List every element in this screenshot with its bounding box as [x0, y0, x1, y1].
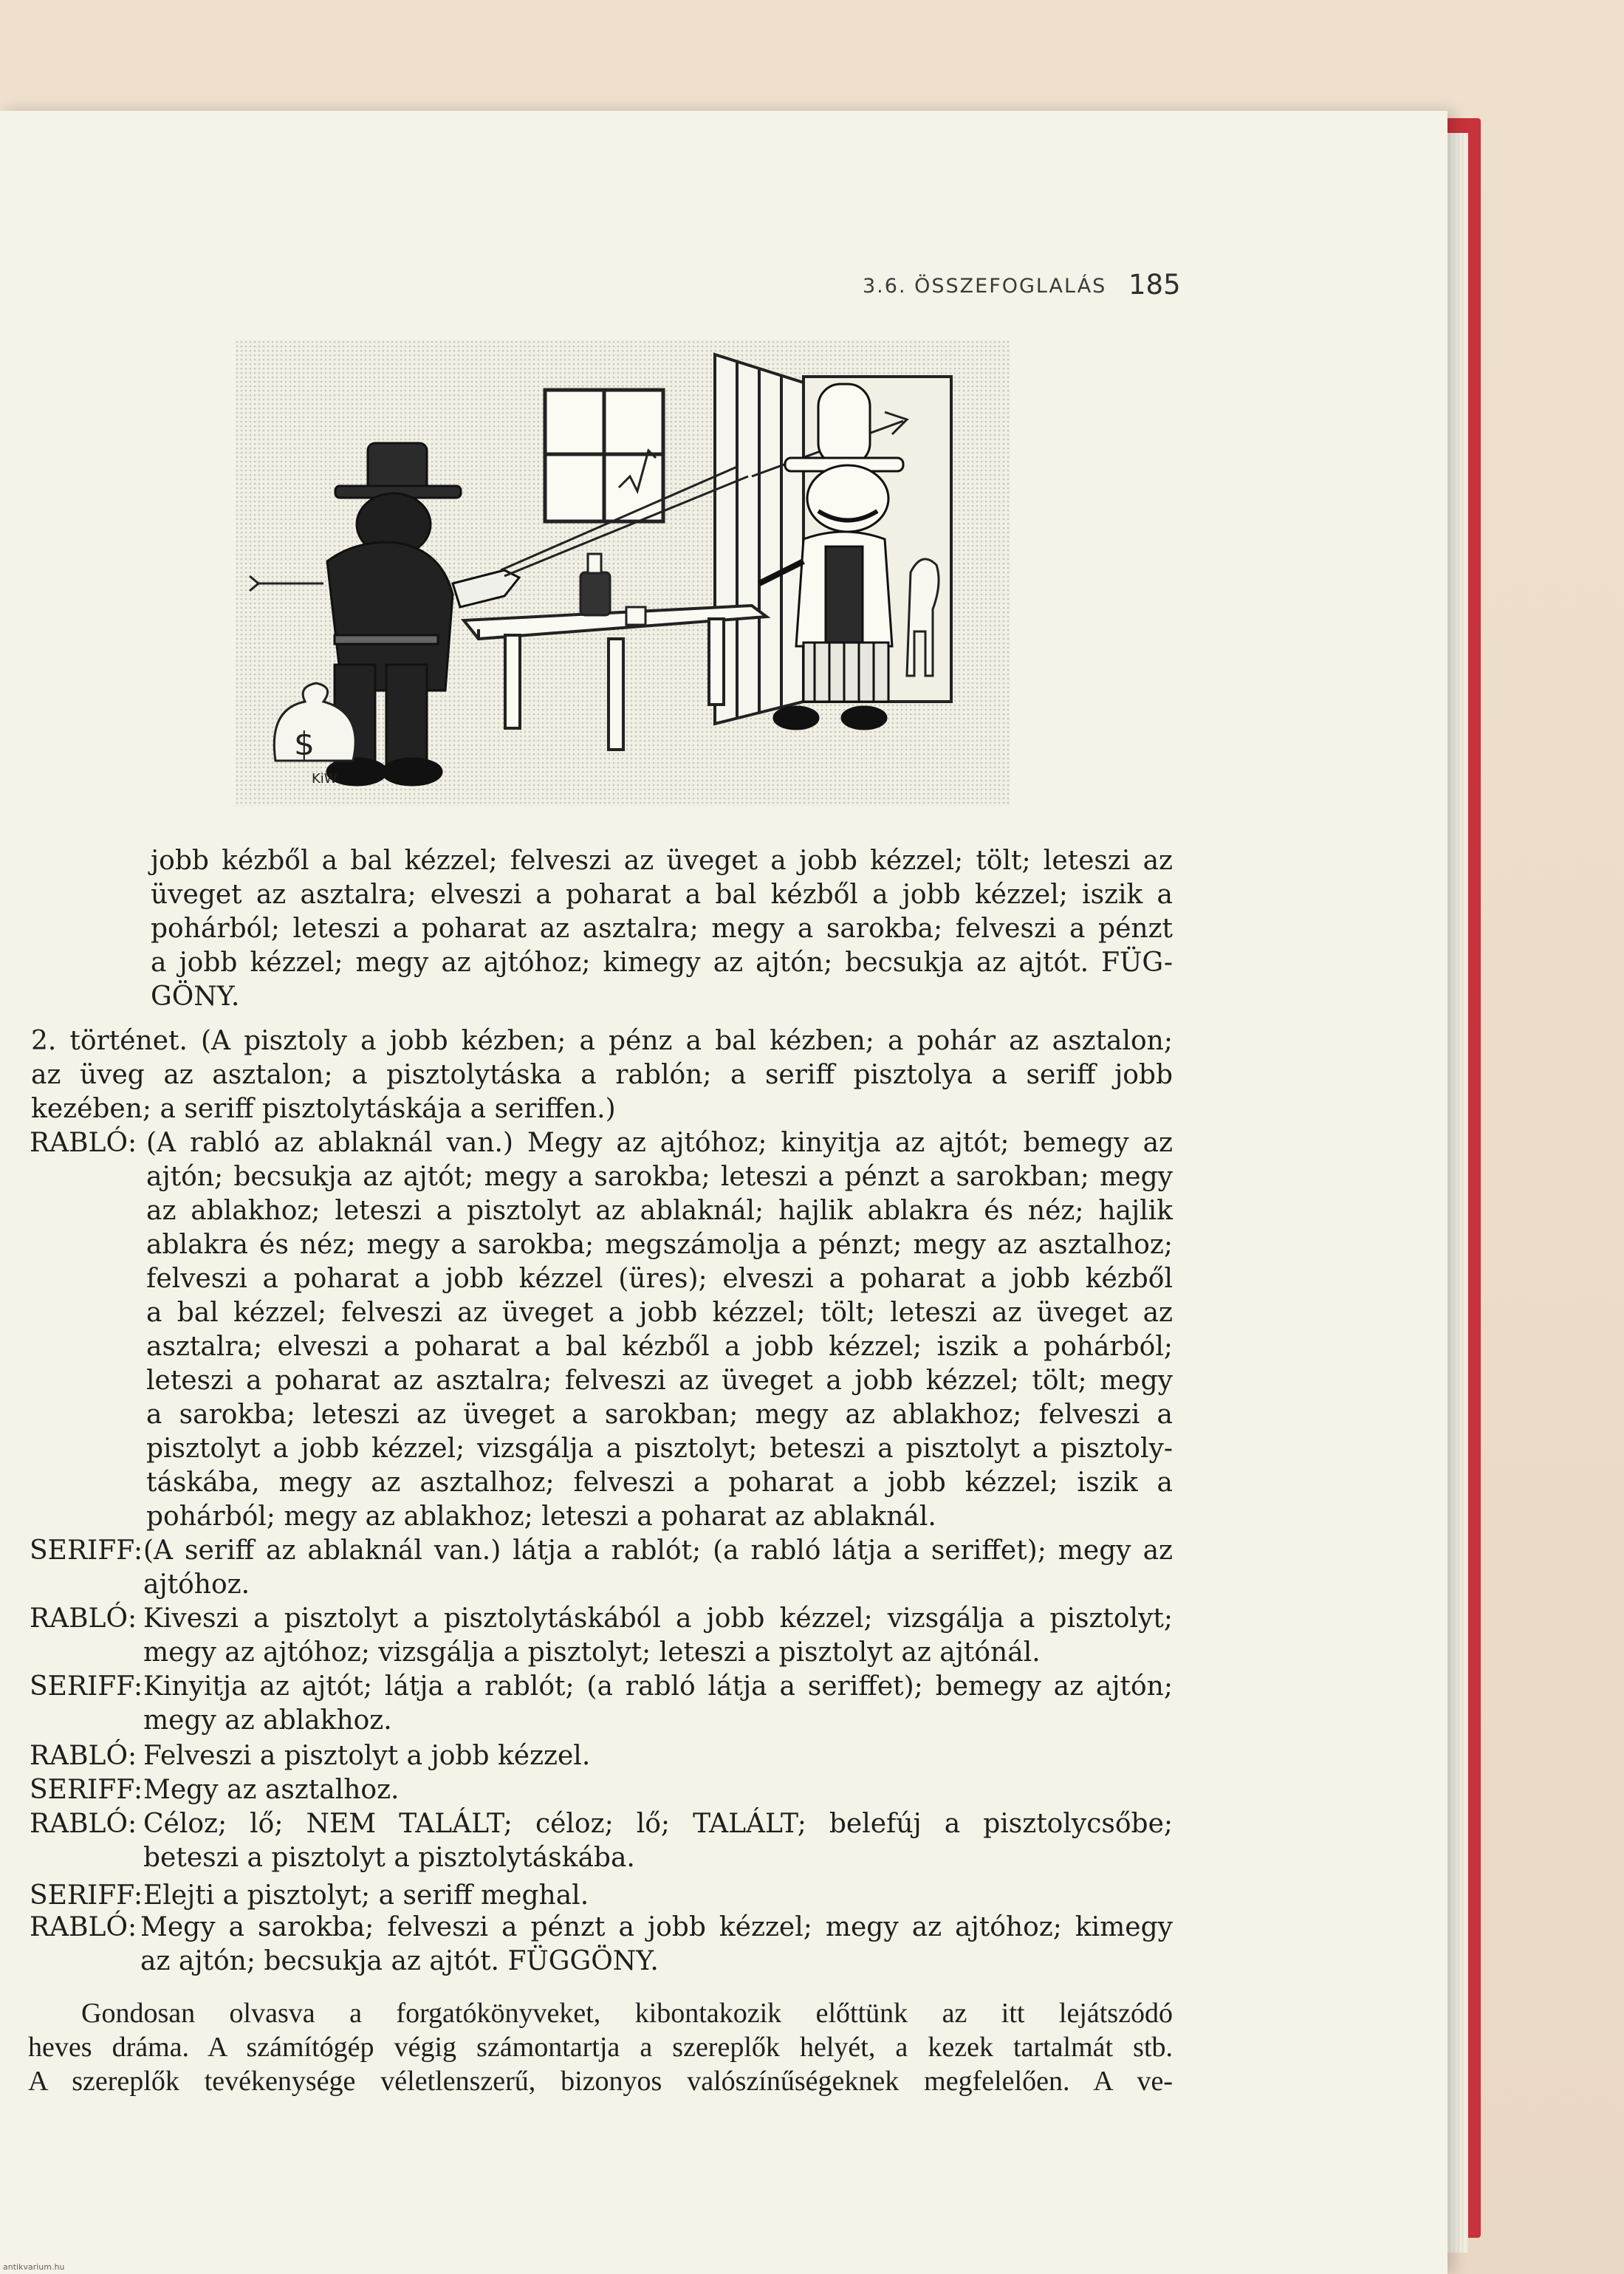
- text-line: ablakra és néz; megy a sarokba; megszámolja a pénzt; megy az asztalhoz;: [146, 1230, 1173, 1260]
- speaker-label: SERIFF:: [30, 1775, 143, 1805]
- text-line: Kiveszi a pisztolyt a pisztolytáskából a jobb kézzel; vizsgálja a pisztolyt;: [143, 1603, 1173, 1634]
- speaker-label: SERIFF:: [30, 1535, 143, 1566]
- text-line: táskába, megy az asztalhoz; felveszi a poharat a jobb kézzel; iszik a: [146, 1468, 1173, 1498]
- running-head: 3.6. ÖSSZEFOGLALÁS: [863, 275, 1107, 298]
- text-line: megy az ablakhoz.: [143, 1705, 392, 1736]
- speaker-label: SERIFF:: [30, 1671, 143, 1702]
- western-cartoon-illustration: [235, 340, 1010, 806]
- speaker-label: RABLÓ:: [30, 1809, 137, 1839]
- text-line: Elejti a pisztolyt; a seriff meghal.: [143, 1880, 589, 1911]
- text-line: az ajtón; becsukja az ajtót. FÜGGÖNY.: [140, 1946, 659, 1976]
- speaker-label: SERIFF:: [30, 1880, 143, 1911]
- speaker-label: RABLÓ:: [30, 1741, 137, 1771]
- text-line: GÖNY.: [151, 982, 240, 1012]
- page-number: 185: [1128, 269, 1181, 301]
- text-line: üveget az asztalra; elveszi a poharat a bal kézből a jobb kézzel; iszik a: [151, 880, 1173, 910]
- artist-signature: KiW: [312, 771, 338, 787]
- text-line: Felveszi a pisztolyt a jobb kézzel.: [143, 1741, 591, 1771]
- prose-line: Gondosan olvasva a forgatókönyveket, kibontakozik előttünk az itt lejátszódó: [81, 1998, 1173, 2029]
- text-line: felveszi a poharat a jobb kézzel (üres); elveszi a poharat a jobb kézből: [146, 1264, 1173, 1294]
- text-line: 2. történet. (A pisztoly a jobb kézben; a pénz a bal kézben; a pohár az asztalon;: [31, 1026, 1173, 1056]
- text-line: a bal kézzel; felveszi az üveget a jobb kézzel; tölt; leteszi az üveget az: [146, 1298, 1173, 1328]
- text-line: Megy a sarokba; felveszi a pénzt a jobb kézzel; megy az ajtóhoz; kimegy: [140, 1912, 1173, 1942]
- text-line: pohárból; megy az ablakhoz; leteszi a poharat az ablaknál.: [146, 1501, 936, 1532]
- prose-line: A szereplők tevékenysége véletlenszerű, bizonyos valószínűségeknek megfelelően. A ve-: [28, 2066, 1173, 2097]
- text-line: a jobb kézzel; megy az ajtóhoz; kimegy az ajtón; becsukja az ajtót. FÜG-: [151, 948, 1173, 978]
- text-line: jobb kézből a bal kézzel; felveszi az üveget a jobb kézzel; tölt; leteszi az: [151, 846, 1173, 876]
- text-line: beteszi a pisztolyt a pisztolytáskába.: [143, 1843, 635, 1873]
- text-line: megy az ajtóhoz; vizsgálja a pisztolyt; leteszi a pisztolyt az ajtónál.: [143, 1637, 1041, 1668]
- text-line: kezében; a seriff pisztolytáskája a seriffen.): [31, 1094, 616, 1124]
- watermark: antikvarium.hu: [3, 2262, 65, 2272]
- text-line: ajtóhoz.: [143, 1569, 250, 1600]
- text-line: pohárból; leteszi a poharat az asztalra; megy a sarokba; felveszi a pénzt: [151, 914, 1173, 944]
- text-line: (A rabló az ablaknál van.) Megy az ajtóhoz; kinyitja az ajtót; bemegy az: [146, 1128, 1173, 1158]
- speaker-label: RABLÓ:: [30, 1128, 137, 1158]
- text-line: Céloz; lő; NEM TALÁLT; céloz; lő; TALÁLT; belefúj a pisztolycsőbe;: [143, 1809, 1173, 1839]
- dollar-sign: $: [294, 725, 315, 763]
- text-line: a sarokba; leteszi az üveget a sarokban; megy az ablakhoz; felveszi a: [146, 1400, 1173, 1430]
- text-line: pisztolyt a jobb kézzel; vizsgálja a pisztolyt; beteszi a pisztolyt a pisztoly-: [146, 1434, 1173, 1464]
- text-line: az ablakhoz; leteszi a pisztolyt az ablaknál; hajlik ablakra és néz; hajlik: [146, 1196, 1173, 1226]
- text-line: az üveg az asztalon; a pisztolytáska a rablón; a seriff pisztolya a seriff jobb: [31, 1060, 1173, 1090]
- text-line: leteszi a poharat az asztalra; felveszi az üveget a jobb kézzel; tölt; megy: [146, 1366, 1173, 1396]
- speaker-label: RABLÓ:: [30, 1912, 137, 1942]
- window: [545, 390, 663, 521]
- text-line: asztalra; elveszi a poharat a bal kézből a jobb kézzel; iszik a pohárból;: [146, 1332, 1173, 1362]
- prose-line: heves dráma. A számítógép végig számontartja a szereplők helyét, a kezek tartalmát stb.: [28, 2032, 1173, 2063]
- text-line: (A seriff az ablaknál van.) látja a rablót; (a rabló látja a seriffet); megy az: [143, 1535, 1173, 1566]
- text-line: ajtón; becsukja az ajtót; megy a sarokba; leteszi a pénzt a sarokban; megy: [146, 1162, 1173, 1192]
- speaker-label: RABLÓ:: [30, 1603, 137, 1634]
- text-line: Megy az asztalhoz.: [143, 1775, 400, 1805]
- text-line: Kinyitja az ajtót; látja a rablót; (a rabló látja a seriffet); bemegy az ajtón;: [143, 1671, 1173, 1702]
